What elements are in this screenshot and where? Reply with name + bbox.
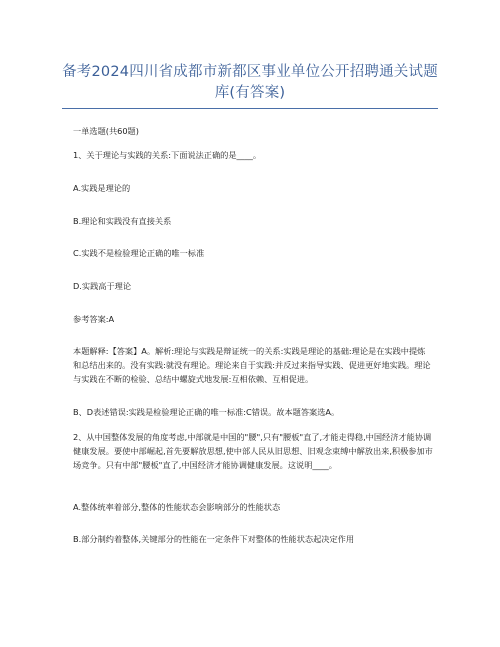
question-2-option-a: A.整体统率着部分,整体的性能状态会影响部分的性能状态: [73, 502, 281, 512]
page-title: [62, 62, 438, 104]
title-divider: [62, 108, 438, 109]
question-2-stem: 2、从中国整体发展的角度考虑,中部就是中国的"腰",只有"腰板"直了,才能走得稳,中国经济才能协调健康发展。要使中部崛起,首先要解放思想,使中部人民从旧思想、旧观念束缚中解放出来,积极参加市场竞争。只有中部"腰板"直了,中国经济才能协调健康发展。这说明____。: [73, 432, 433, 470]
question-1-answer: 参考答案:A: [73, 314, 115, 324]
question-1-stem: 1、关于理论与实践的关系:下面说法正确的是____。: [73, 150, 262, 160]
question-1-explanation: 本题解释:【答案】A。解析:理论与实践是辩证统一的关系:实践是理论的基础:理论是在实践中提炼和总结出来的。没有实践:就没有理论。理论来自于实践:并反过来指导实践、促进更好地实践。理论与实践在不断的检验、总结中螺旋式地发展:互相依赖、互相促进。: [73, 346, 431, 384]
title-line-1: 备考2024四川省成都市新都区事业单位公开招聘通关试题: [62, 64, 438, 80]
section-heading: 一单选题(共60题): [73, 126, 139, 136]
question-1-option-a: A.实践是理论的: [73, 183, 131, 193]
question-1-option-c: C.实践不是检验理论正确的唯一标准: [73, 248, 205, 258]
question-1-option-b: B.理论和实践没有直接关系: [73, 216, 172, 226]
question-1-explanation-2: B、D表述错误:实践是检验理论正确的唯一标准:C错误。故本题答案选A。: [73, 407, 340, 417]
title-line-2: 库(有答案): [214, 85, 286, 101]
question-1-option-d: D.实践高于理论: [73, 281, 132, 291]
question-2-option-b: B.部分制约着整体,关键部分的性能在一定条件下对整体的性能状态起决定作用: [73, 534, 355, 544]
